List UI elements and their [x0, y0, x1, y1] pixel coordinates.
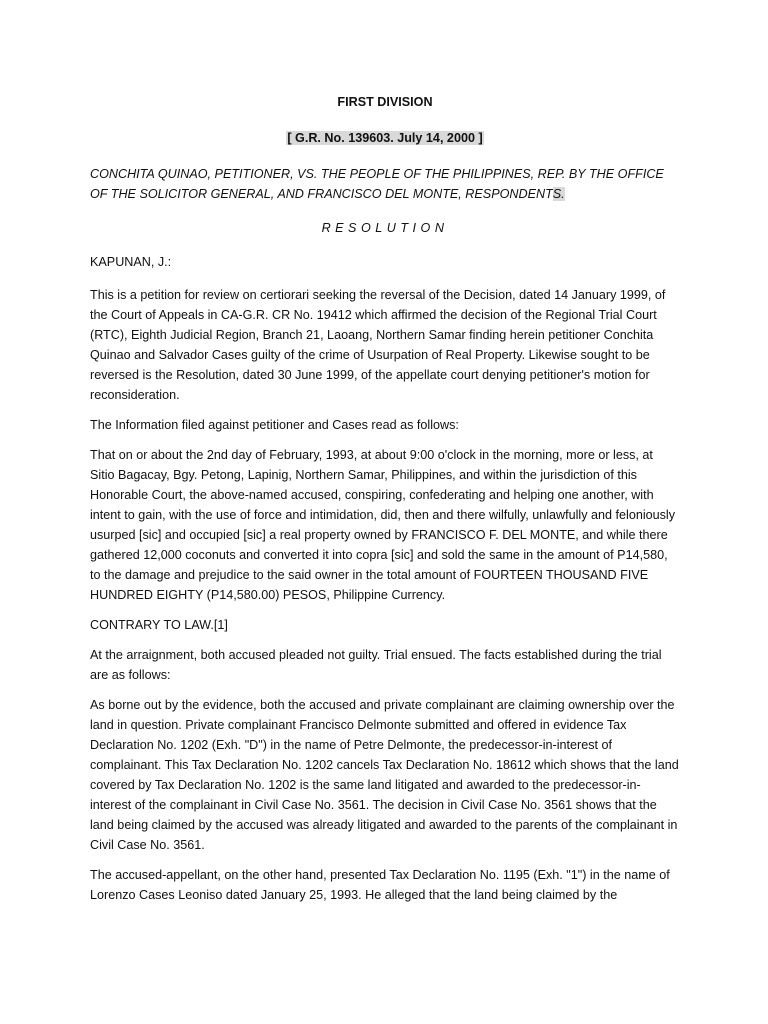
case-number — [90, 128, 680, 148]
paragraph-6: As borne out by the evidence, both the accused and private complainant are claiming ownership over the land in question. Private complainant Francisco Delmonte submitted and offered in evidence Tax Declaration No. 1202 (Exh. "D") in the name of Petre Delmonte, the predecessor-in-interest of complainant. This Tax Declaration No. 1202 cancels Tax Declaration No. 18612 which shows that the land covered by Tax Declaration No. 1202 is the same land litigated and awarded to the predecessor-in-interest of the complainant in Civil Case No. 3561. The decision in Civil Case No. 3561 shows that the land being claimed by the accused was already litigated and awarded to the parents of the complainant in Civil Case No. 3561. — [90, 698, 679, 852]
paragraph-3: That on or about the 2nd day of February, 1993, at about 9:00 o'clock in the morning, more or less, at Sitio Bagacay, Bgy. Petong, Lapinig, Northern Samar, Philippines, and within the jurisdiction of this Honorable Court, the above-named accused, conspiring, confederating and helping one another, with intent to gain, with the use of force and intimidation, did, then and there wilfully, unlawfully and feloniously usurped [sic] and occupied [sic] a real property owned by FRANCISCO F. DEL MONTE, and while there gathered 12,000 coconuts and converted it into copra [sic] and sold the same in the amount of P14,580, to the damage and prejudice to the said owner in the total amount of FOURTEEN THOUSAND FIVE HUNDRED EIGHTY (P14,580.00) PESOS, Philippine Currency. — [90, 448, 676, 602]
case-number-text: [ G.R. No. 139603. July 14, 2000 ] — [287, 131, 483, 145]
paragraph-1: This is a petition for review on certiorari seeking the reversal of the Decision, dated 14 January 1999, of the Court of Appeals in CA-G.R. CR No. 19412 which affirmed the decision of the Regional Trial Court (RTC), Eighth Judicial Region, Branch 21, Laoang, Northern Samar finding herein petitioner Conchita Quinao and Salvador Cases guilty of the crime of Usurpation of Real Property. Likewise sought to be reversed is the Resolution, dated 30 June 1999, of the appellate court denying petitioner's motion for reconsideration. — [90, 288, 666, 402]
parties-text: CONCHITA QUINAO, PETITIONER, VS. THE PEOPLE OF THE PHILIPPINES, REP. BY THE OFFICE OF THE SOLICITOR GENERAL, AND FRANCISCO DEL MONTE, RESPONDENT — [90, 167, 664, 201]
paragraph-5: At the arraignment, both accused pleaded not guilty. Trial ensued. The facts established during the trial are as follows: — [90, 648, 662, 682]
resolution-heading: RESOLUTION — [321, 221, 449, 235]
document-body — [90, 92, 680, 915]
ponente: KAPUNAN, J.: — [90, 255, 172, 269]
paragraph-7: The accused-appellant, on the other hand, presented Tax Declaration No. 1195 (Exh. "1") in the name of Lorenzo Cases Leoniso dated January 25, 1993. He alleged that the land being claimed by the — [90, 868, 670, 902]
paragraph-4: CONTRARY TO LAW.[1] — [90, 618, 228, 632]
division-heading: FIRST DIVISION — [337, 95, 433, 109]
parties-highlight: S. — [552, 187, 565, 201]
paragraph-2: The Information filed against petitioner and Cases read as follows: — [90, 418, 459, 432]
parties-caption — [90, 164, 680, 204]
